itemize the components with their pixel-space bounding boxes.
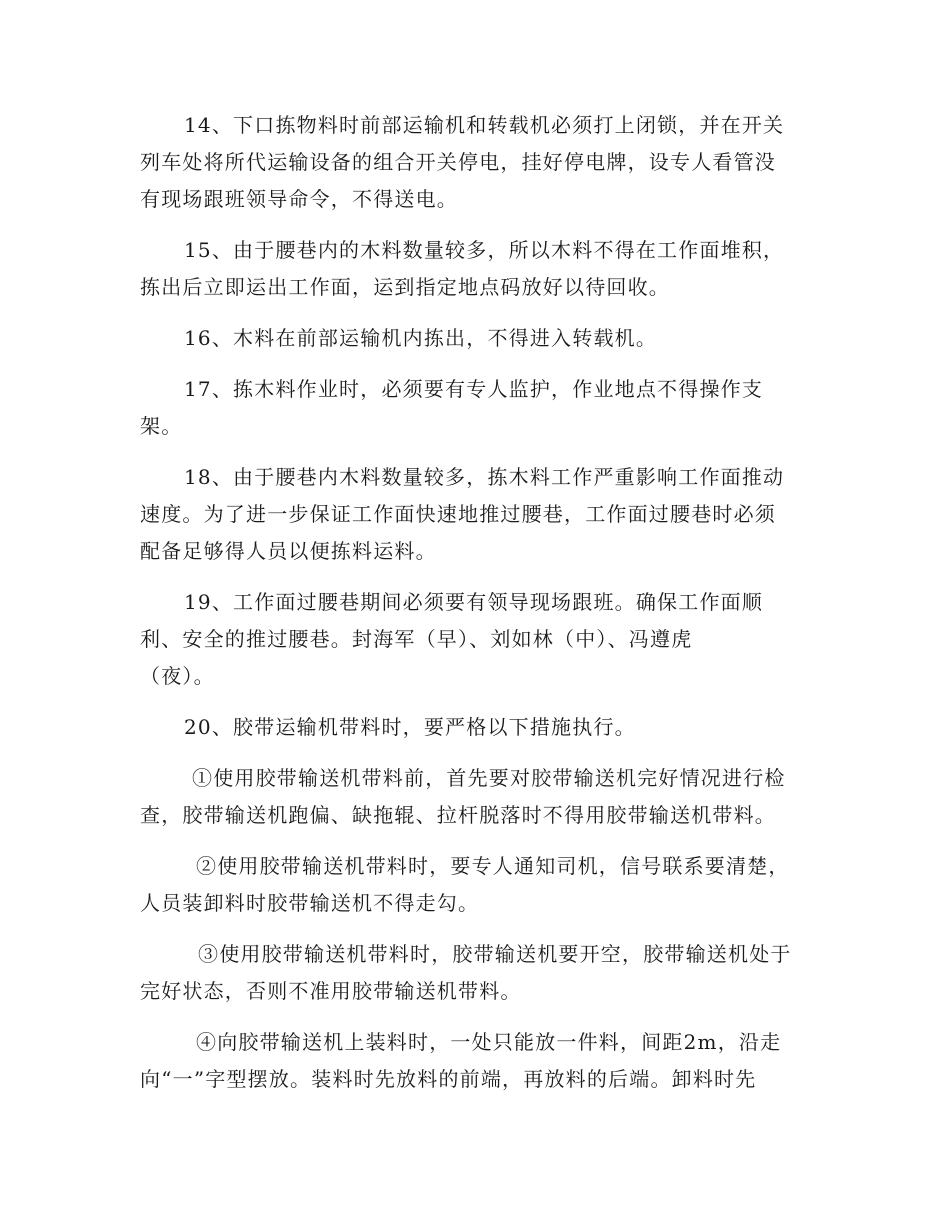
text-line: 查，胶带输送机跑偏、缺拖辊、拉杆脱落时不得用胶带输送机带料。 (140, 803, 776, 827)
text-line: 18、由于腰巷内木料数量较多，拣木料工作严重影响工作面推动 (184, 465, 785, 489)
text-line: 列车处将所代运输设备的组合开关停电，挂好停电牌，设专人看管没 (140, 150, 776, 174)
paragraph-15 (140, 232, 812, 306)
paragraph-16 (140, 320, 812, 357)
paragraph-17 (140, 371, 812, 445)
text-line: 19、工作面过腰巷期间必须要有领导现场跟班。确保工作面顺 (184, 590, 764, 614)
text-line: 有现场跟班领导命令，不得送电。 (140, 187, 458, 211)
paragraph-18 (140, 459, 812, 570)
paragraph-item-3 (140, 936, 812, 1010)
text-line: 配备足够得人员以便拣料运料。 (140, 539, 437, 563)
text-line: ①使用胶带输送机带料前，首先要对胶带输送机完好情况进行检 (192, 766, 786, 790)
paragraph-item-2 (140, 848, 812, 922)
text-line: （夜）。 (140, 664, 215, 688)
text-line: ④向胶带输送机上装料时，一处只能放一件料，间距2m，沿走 (196, 1030, 782, 1054)
text-line: ②使用胶带输送机带料时，要专人通知司机，信号联系要清楚， (196, 854, 790, 878)
text-line: 拣出后立即运出工作面，运到指定地点码放好以待回收。 (140, 275, 670, 299)
paragraph-item-4 (140, 1024, 812, 1098)
text-line: 16、木料在前部运输机内拣出，不得进入转载机。 (184, 326, 658, 350)
text-line: 17、拣木料作业时，必须要有专人监护，作业地点不得操作支 (184, 377, 764, 401)
text-line: 架。 (140, 414, 183, 438)
text-line: ③使用胶带输送机带料时，胶带输送机要开空，胶带输送机处于 (198, 942, 792, 966)
text-line: 15、由于腰巷内的木料数量较多，所以木料不得在工作面堆积， (184, 238, 785, 262)
paragraph-14 (140, 107, 812, 218)
text-line: 速度。为了进一步保证工作面快速地推过腰巷，工作面过腰巷时必须 (140, 502, 776, 526)
text-line: 14、下口拣物料时前部运输机和转载机必须打上闭锁，并在开关 (184, 113, 785, 137)
text-line: 完好状态，否则不准用胶带输送机带料。 (140, 979, 522, 1003)
paragraph-19 (140, 584, 812, 695)
paragraph-20 (140, 709, 812, 746)
paragraph-item-1 (140, 760, 812, 834)
text-line: 人员装卸料时胶带输送机不得走勾。 (140, 891, 480, 915)
text-line: 20、胶带运输机带料时，要严格以下措施执行。 (184, 715, 636, 739)
document-body (140, 107, 812, 1112)
text-line: 向“一”字型摆放。装料时先放料的前端，再放料的后端。卸料时先 (140, 1067, 757, 1091)
text-line: 利、安全的推过腰巷。封海军（早）、刘如林（中）、冯遵虎 (140, 627, 693, 651)
